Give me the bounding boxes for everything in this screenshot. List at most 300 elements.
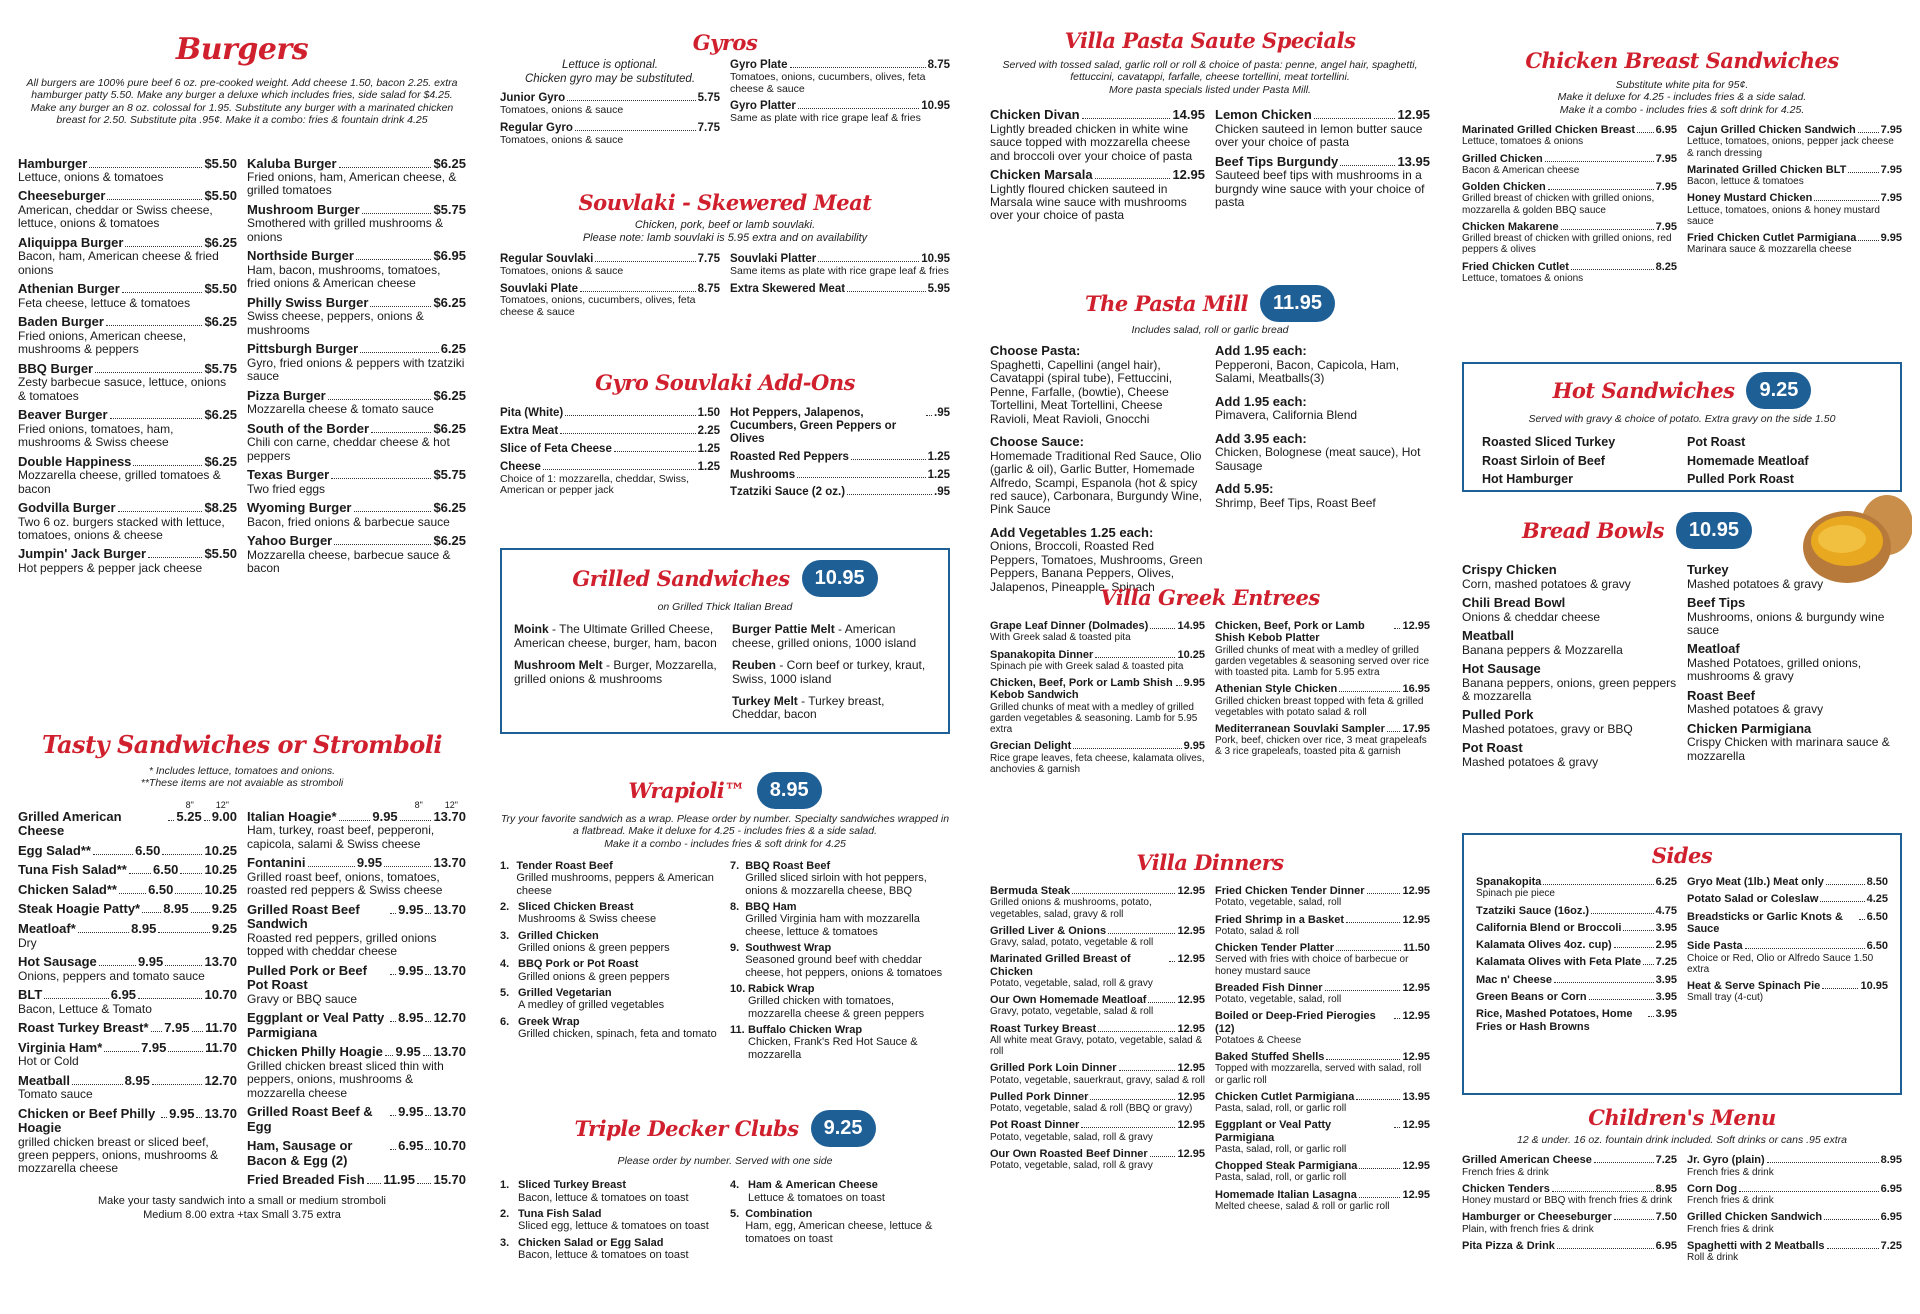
side-item-row	[1476, 876, 1677, 888]
gyros-left	[500, 92, 720, 146]
dinner-item	[1215, 1051, 1430, 1086]
tasty-item-row	[18, 1074, 237, 1089]
leader-dots	[1150, 1156, 1176, 1157]
side-item-name: Heat & Serve Spinach Pie	[1687, 979, 1821, 992]
kid-item-row	[1687, 1211, 1902, 1223]
leader-dots	[1820, 901, 1864, 902]
chicken-item-row	[1687, 164, 1902, 176]
burger-item	[247, 422, 466, 463]
dinner-item-price: 12.95	[1402, 885, 1430, 897]
wrap-item-name: Grilled Vegetarian	[518, 986, 612, 999]
leader-dots	[818, 261, 919, 262]
dinner-item	[990, 1119, 1205, 1143]
tasty-item-row	[247, 1173, 466, 1188]
dinner-item-desc: Potato, vegetable, sauerkraut, gravy, salad & roll	[990, 1074, 1205, 1086]
column-1	[18, 0, 466, 1314]
leader-dots	[148, 557, 202, 558]
grilled-item-desc: - Turkey breast, Cheddar, bacon	[732, 693, 885, 722]
grilled-item-name: Turkey Melt	[732, 693, 798, 708]
leader-dots	[308, 866, 355, 867]
mill-group	[1215, 482, 1430, 510]
club-item	[730, 1179, 950, 1204]
side-item	[1687, 911, 1888, 936]
dinner-item-name: Roast Turkey Breast	[990, 1022, 1097, 1035]
dinner-item-desc: Pasta, salad, roll, or garlic roll	[1215, 1103, 1347, 1114]
dinner-item-price: 12.95	[1177, 1147, 1205, 1160]
leader-dots	[152, 1084, 203, 1085]
gyro-item-name: Gyro Platter	[730, 100, 796, 113]
wrap-item	[500, 860, 720, 897]
tasty-item-name: Pulled Pork or Beef Pot Roast	[247, 962, 367, 993]
pasta-item-row	[990, 168, 1205, 183]
wrapioli-title: Wrapioli™	[628, 778, 745, 803]
leader-dots	[1552, 1191, 1654, 1192]
leader-dots	[1394, 628, 1400, 629]
tasty-item	[247, 856, 466, 897]
tasty-item	[18, 922, 237, 950]
leader-dots	[1326, 1059, 1400, 1060]
burger-item-name: Aliquippa Burger	[18, 234, 124, 250]
chicken-item-desc: Lettuce, tomatoes & onions	[1462, 272, 1584, 284]
greek-item-name: Grape Leaf Dinner (Dolmades)	[990, 620, 1149, 632]
chicken-section	[1462, 48, 1902, 289]
wrap-item-number: 5.	[500, 986, 510, 999]
burger-item-name: Baden Burger	[18, 314, 104, 330]
chicken-item-price: 7.95	[1655, 181, 1677, 194]
burger-item-name: Northside Burger	[247, 248, 354, 264]
bowl-item	[1687, 596, 1902, 637]
wrap-item-number: 2.	[500, 901, 510, 914]
leader-dots	[1859, 919, 1865, 920]
tasty-item	[247, 1045, 466, 1100]
price-8: 7.95	[141, 1039, 167, 1055]
dinner-item-desc: Grilled onions & mushrooms, potato, vegetables, salad, gravy & roll	[990, 897, 1152, 920]
pasta-item-row	[1215, 108, 1430, 123]
grilled-item	[732, 695, 936, 723]
addon-item-price: 1.50	[697, 407, 720, 419]
price-12: 12.70	[433, 1010, 466, 1026]
bowl-item-desc: Mashed potatoes & gravy	[1687, 576, 1824, 591]
kid-item-desc: French fries & drink	[1687, 1195, 1774, 1207]
leader-dots	[1394, 1018, 1400, 1019]
burger-item-desc: Ham, bacon, mushrooms, tomatoes, fried onions & American cheese	[247, 262, 441, 291]
wrap-item-desc: Grilled onions & green peppers	[518, 970, 670, 983]
wrap-item-body	[516, 860, 720, 897]
bowl-item-name: Meatloaf	[1687, 641, 1740, 657]
leader-dots	[1824, 1219, 1878, 1220]
tasty-item-name: Grilled American Cheese	[18, 808, 122, 839]
gyro-item-row	[730, 59, 950, 72]
tasty-item	[247, 1173, 466, 1188]
leader-dots	[425, 1021, 431, 1022]
grilled-item-desc: - The Ultimate Grilled Cheese, American cheese, burger, ham, bacon	[514, 622, 717, 651]
burger-item-price: 6.25	[440, 341, 466, 357]
chicken-title: Chicken Breast Sandwiches	[1525, 48, 1839, 73]
chicken-item	[1687, 232, 1902, 256]
addon-item-price: 2.25	[697, 424, 720, 437]
wrap-item-body	[518, 987, 664, 1012]
side-item	[1476, 974, 1677, 986]
side-item-name: Kalamata Olives 4oz. cup)	[1476, 939, 1612, 952]
tasty-item	[247, 964, 466, 1007]
tasty-item-name: Fontanini	[247, 855, 306, 871]
dinners-right	[1215, 885, 1430, 1217]
kid-item-price: 8.95	[1655, 1182, 1677, 1195]
dinner-item	[990, 1148, 1205, 1172]
wrap-item-body	[745, 942, 950, 979]
leader-dots	[161, 1117, 167, 1118]
tasty-item-name: Hot Sausage	[18, 954, 97, 970]
pasta-item-name: Lemon Chicken	[1215, 107, 1312, 123]
side-item-row	[1687, 911, 1888, 936]
wrapioli-price: 8.95	[757, 772, 822, 809]
addons-right	[730, 407, 950, 504]
chicken-item-price: 9.95	[1880, 232, 1902, 244]
dinner-item-desc: Potato, vegetable, salad, roll	[1215, 994, 1342, 1005]
club-item-name: Combination	[745, 1208, 813, 1220]
burger-item-desc: Chili con carne, cheddar cheese & hot peppers	[247, 435, 450, 463]
club-item-number: 5.	[730, 1208, 740, 1220]
side-item-row	[1687, 980, 1888, 992]
side-item-price: 3.95	[1655, 921, 1677, 934]
tasty-item	[247, 1011, 466, 1040]
souvlaki-item-name: Souvlaki Platter	[730, 252, 817, 265]
chicken-item	[1687, 164, 1902, 188]
dinner-item-price: 12.95	[1177, 953, 1205, 966]
chicken-item-desc: Grilled breast of chicken with grilled onions, mozzarella & golden BBQ sauce	[1462, 193, 1655, 216]
addon-item-name: Extra Meat	[500, 424, 559, 437]
side-item-name: Potato Salad or Coleslaw	[1687, 893, 1819, 906]
greek-right	[1215, 620, 1430, 780]
sides-title: Sides	[1651, 843, 1713, 868]
wrap-item	[500, 930, 720, 955]
side-item-name: Green Beans or Corn	[1476, 991, 1587, 1004]
addon-item-row	[500, 407, 720, 420]
price-8: 8.95	[163, 901, 189, 917]
leader-dots	[1356, 1099, 1400, 1100]
addon-item-row	[500, 425, 720, 438]
bowl-item	[1462, 662, 1677, 703]
club-item-desc: Lettuce & tomatoes on toast	[748, 1191, 885, 1204]
leader-dots	[1827, 1248, 1879, 1249]
mill-group	[1215, 344, 1430, 385]
club-item	[730, 1208, 950, 1245]
wrap-item-desc: Grilled sliced sirloin with hot peppers, onions & mozzarella cheese, BBQ	[745, 872, 927, 897]
price-12: 11.70	[205, 1039, 237, 1055]
chicken-item-name: Marinated Grilled Chicken Breast	[1462, 124, 1635, 137]
leader-dots	[1543, 884, 1653, 885]
tasty-item-desc: Grilled roast beef, onions, tomatoes, roasted red peppers & Swiss cheese	[247, 869, 443, 898]
leader-dots	[356, 259, 432, 260]
kid-item-price: 7.50	[1655, 1211, 1677, 1224]
side-item-row	[1476, 939, 1677, 951]
pasta-title: Villa Pasta Saute Specials	[1064, 28, 1356, 53]
kid-item-name: Grilled American Cheese	[1462, 1154, 1592, 1167]
leader-dots	[1176, 685, 1182, 686]
mill-group-heading: Add 1.95 each:	[1215, 393, 1307, 409]
side-item-price: 3.95	[1655, 973, 1677, 986]
leader-dots	[575, 130, 696, 131]
dinner-item-row	[1215, 1160, 1430, 1172]
price-8: 9.95	[398, 1104, 424, 1120]
tasty-item-desc: Onions, peppers and tomato sauce	[18, 968, 205, 983]
price-12: 13.70	[204, 954, 238, 970]
addon-item-price: .95	[934, 486, 950, 499]
leader-dots	[1826, 884, 1865, 885]
side-item-price: 3.95	[1655, 1008, 1677, 1021]
tasty-item-name: Tuna Fish Salad**	[18, 862, 127, 878]
tasty-item	[18, 844, 237, 859]
kid-item-desc: Honey mustard or BBQ with french fries & drink	[1462, 1195, 1673, 1207]
burger-item-row	[247, 203, 466, 218]
dinners-left	[990, 885, 1205, 1217]
mill-group-heading: Add 5.95:	[1215, 481, 1274, 497]
tasty-item-row	[18, 902, 237, 917]
leader-dots	[142, 912, 161, 913]
leader-dots	[122, 292, 203, 293]
addon-item-name: Hot Peppers, Jalapenos, Cucumbers, Green Peppers or Olives	[730, 407, 897, 445]
side-item-price: 4.25	[1866, 893, 1888, 906]
leader-dots	[162, 854, 202, 855]
burger-item-desc: Two fried eggs	[247, 481, 326, 496]
dinner-item-name: Chicken Tender Platter	[1215, 942, 1334, 954]
price-8: 6.50	[153, 862, 179, 878]
wrap-item-name: Sliced Chicken Breast	[518, 901, 634, 914]
burger-item-name: BBQ Burger	[18, 360, 94, 376]
wrap-item-desc: Mushrooms & Swiss cheese	[518, 913, 657, 926]
greek-item-row	[1215, 683, 1430, 695]
club-item-number: 3.	[500, 1236, 510, 1249]
size-8: 8"	[185, 799, 194, 810]
stromboli-note: Make your tasty sandwich into a small or medium stromboli	[98, 1194, 386, 1207]
burger-item-price: $6.25	[433, 500, 466, 515]
side-item-row	[1687, 876, 1888, 888]
addon-item-name: Tzatziki Sauce (2 oz.)	[730, 486, 846, 499]
bowl-item-desc: Mushrooms, onions & burgundy wine sauce	[1687, 609, 1885, 637]
wrap-item-number: 1.	[500, 860, 510, 873]
wrap-item	[500, 1016, 720, 1041]
gyros-title: Gyros	[692, 30, 758, 55]
price-12: 12.70	[204, 1072, 237, 1088]
bowls-section	[1462, 512, 1902, 774]
leader-dots	[1325, 990, 1401, 991]
wrap-item-number: 8.	[730, 901, 740, 914]
chicken-item-price: 7.95	[1880, 124, 1902, 137]
chicken-item-name: Golden Chicken	[1462, 181, 1546, 194]
leader-dots	[125, 246, 202, 247]
club-item-number: 2.	[500, 1208, 510, 1220]
tasty-item-desc: Bacon, Lettuce & Tomato	[18, 1001, 152, 1016]
leader-dots	[390, 1021, 396, 1022]
burger-item-price: $6.95	[433, 248, 466, 264]
pasta-item-desc: Lightly breaded chicken in white wine sauce topped with mozzarella cheese and broccoli over your choice of pasta	[990, 121, 1193, 163]
kids-note: 12 & under. 16 oz. fountain drink included. Soft drinks or cans .95 extra	[1517, 1134, 1847, 1146]
souvlaki-item-name: Souvlaki Plate	[500, 282, 578, 295]
burger-item-row	[18, 236, 237, 251]
souvlaki-item-desc: Tomatoes, onions & sauce	[500, 264, 624, 277]
dinner-item-row	[990, 994, 1205, 1006]
burger-item-price: $5.75	[433, 467, 466, 483]
tasty-item-row	[18, 810, 237, 839]
mill-group	[1215, 432, 1430, 473]
bowl-item-name: Pot Roast	[1462, 740, 1523, 756]
dinner-item	[1215, 1091, 1430, 1115]
gyro-item-price: 7.75	[697, 121, 720, 134]
chicken-item-name: Cajun Grilled Chicken Sandwich	[1687, 124, 1856, 137]
bowl-item-name: Crispy Chicken	[1462, 562, 1557, 577]
leader-dots	[1359, 1197, 1401, 1198]
bowl-item	[1687, 642, 1902, 683]
wrap-item-desc: A medley of grilled vegetables	[518, 999, 665, 1012]
tasty-item-row	[247, 1105, 466, 1134]
mill-group-text: Chicken, Bolognese (meat sauce), Hot Sausage	[1215, 445, 1421, 473]
gyro-item	[730, 100, 950, 125]
side-item-price: 6.50	[1866, 910, 1888, 923]
leader-dots	[1336, 950, 1401, 951]
tasty-item	[18, 863, 237, 878]
dinner-item-row	[1215, 1010, 1430, 1035]
addon-item-name: Mushrooms	[730, 468, 796, 481]
price-12: 13.70	[433, 808, 466, 824]
tasty-item-name: Steak Hoagie Patty*	[18, 901, 141, 917]
side-item-price: 6.50	[1866, 940, 1888, 953]
pasta-item-name: Beef Tips Burgundy	[1215, 153, 1339, 169]
greek-item-price: 10.25	[1177, 648, 1205, 661]
kid-item-row	[1687, 1240, 1902, 1252]
leader-dots	[1858, 240, 1878, 241]
kid-item-price: 8.95	[1880, 1154, 1902, 1167]
club-item-desc: Ham, egg, American cheese, lettuce & tomatoes on toast	[745, 1220, 933, 1245]
wrap-item	[730, 901, 950, 938]
chicken-item-name: Honey Mustard Chicken	[1687, 192, 1813, 205]
grilled-right	[732, 623, 936, 730]
dinner-item-price: 12.95	[1402, 1010, 1430, 1023]
chicken-item-price: 7.95	[1880, 163, 1902, 176]
dinner-item-row	[990, 925, 1205, 937]
grilled-title: Grilled Sandwiches	[572, 566, 790, 591]
column-2	[500, 0, 950, 1314]
leader-dots	[1082, 118, 1171, 119]
chicken-item	[1462, 261, 1677, 285]
tasty-item	[247, 1139, 466, 1168]
side-item-row	[1476, 991, 1677, 1003]
triple-left	[500, 1179, 720, 1265]
price-8: 5.25	[176, 808, 202, 824]
wrap-item-desc: Grilled mushrooms, peppers & American cheese	[516, 872, 714, 897]
burger-item-row	[247, 342, 466, 357]
dinner-item-row	[1215, 914, 1430, 926]
tasty-item-desc: Hot or Cold	[18, 1054, 79, 1069]
hot-item: Roast Sirloin of Beef	[1482, 453, 1605, 468]
hot-item: Pot Roast	[1687, 435, 1746, 450]
addon-item	[500, 407, 720, 420]
tasty-item-name: Chicken Salad**	[18, 881, 117, 897]
price-12: 13.70	[204, 1105, 237, 1121]
greek-item-desc: Spinach pie with Greek salad & toasted pita	[990, 660, 1184, 672]
dinner-item-row	[1215, 1119, 1430, 1144]
leader-dots	[1591, 913, 1653, 914]
leader-dots	[1858, 132, 1879, 133]
tasty-item-name: Meatball	[18, 1072, 71, 1088]
size-12: 12"	[215, 799, 229, 810]
dinner-item-desc: Potato, vegetable, salad, roll	[1215, 897, 1342, 909]
leader-dots	[192, 1031, 204, 1032]
souvlaki-right	[730, 253, 950, 324]
dinner-item-price: 12.95	[1177, 1119, 1205, 1132]
hot-price: 9.25	[1746, 372, 1811, 409]
souvlaki-section	[500, 190, 950, 324]
wrap-item-desc: Chicken, Frank's Red Hot Sauce & mozzarella	[748, 1036, 918, 1061]
dinner-item	[990, 885, 1205, 920]
greek-item-desc: Rice grape leaves, feta cheese, kalamata olives, anchovies & garnish	[990, 752, 1205, 775]
wrap-item	[730, 983, 950, 1020]
chicken-item-price: 8.25	[1655, 260, 1677, 273]
chicken-item-name: Fried Chicken Cutlet Parmigiana	[1687, 232, 1857, 244]
dinner-item-price: 12.95	[1402, 913, 1430, 926]
burger-item-name: Cheeseburger	[18, 188, 106, 204]
addon-item	[730, 407, 950, 446]
leader-dots	[390, 1149, 396, 1150]
wrap-item-name: Buffalo Chicken Wrap	[748, 1023, 863, 1036]
greek-item-price: 12.95	[1402, 620, 1430, 632]
burger-item	[247, 342, 466, 383]
chicken-item-name: Fried Chicken Cutlet	[1462, 260, 1569, 273]
mill-group-text: Shrimp, Beef Tips, Roast Beef	[1215, 495, 1376, 510]
leader-dots	[1169, 961, 1175, 962]
gyro-item	[730, 59, 950, 95]
leader-dots	[1072, 893, 1175, 894]
chicken-item-row	[1687, 192, 1902, 204]
dinner-item-desc: Melted cheese, salad & roll or garlic roll	[1215, 1200, 1390, 1212]
hot-item: Roasted Sliced Turkey	[1482, 435, 1616, 450]
price-12: 13.70	[433, 855, 467, 871]
price-8: 8.95	[398, 1010, 424, 1026]
gyro-item-name: Regular Gyro	[500, 121, 573, 134]
club-item-number: 4.	[730, 1179, 740, 1192]
leader-dots	[580, 291, 696, 292]
leader-dots	[1367, 893, 1401, 894]
mill-section	[990, 285, 1430, 603]
chicken-item-price: 7.95	[1655, 152, 1677, 165]
dinner-item-row	[1215, 1051, 1430, 1063]
gyro-item-price: 5.75	[697, 92, 720, 105]
leader-dots	[797, 477, 925, 478]
dinner-item-name: Grilled Liver & Onions	[990, 924, 1107, 937]
price-8: 9.95	[395, 1044, 421, 1060]
dinner-item-name: Baked Stuffed Shells	[1215, 1051, 1325, 1063]
leader-dots	[417, 1183, 431, 1184]
burger-item-desc: Fried onions, ham, American cheese, & grilled tomatoes	[247, 170, 457, 198]
leader-dots	[390, 1115, 396, 1116]
pasta-item-row	[1215, 155, 1430, 170]
burger-item-price: $5.50	[204, 546, 237, 562]
bowls-right	[1687, 563, 1902, 774]
club-item-body	[518, 1179, 689, 1204]
dinner-item-row	[990, 1023, 1205, 1035]
dinner-item	[990, 1023, 1205, 1058]
pasta-left	[990, 108, 1205, 228]
kid-item-desc: French fries & drink	[1462, 1166, 1549, 1178]
pasta-item-desc: Chicken sauteed in lemon butter sauce over your choice of pasta	[1215, 121, 1423, 150]
dinner-item-name: Fried Chicken Tender Dinner	[1215, 885, 1365, 897]
greek-item-name: Mediterranean Souvlaki Sampler	[1215, 722, 1385, 735]
club-item-body	[748, 1179, 885, 1204]
grilled-item-desc: - Corn beef or turkey, kraut, Swiss, 1000 island	[732, 657, 926, 686]
burger-item	[18, 157, 237, 185]
kid-item-name: Pita Pizza & Drink	[1462, 1239, 1555, 1252]
chicken-item-name: Grilled Chicken	[1462, 152, 1543, 165]
grilled-box	[500, 548, 950, 734]
